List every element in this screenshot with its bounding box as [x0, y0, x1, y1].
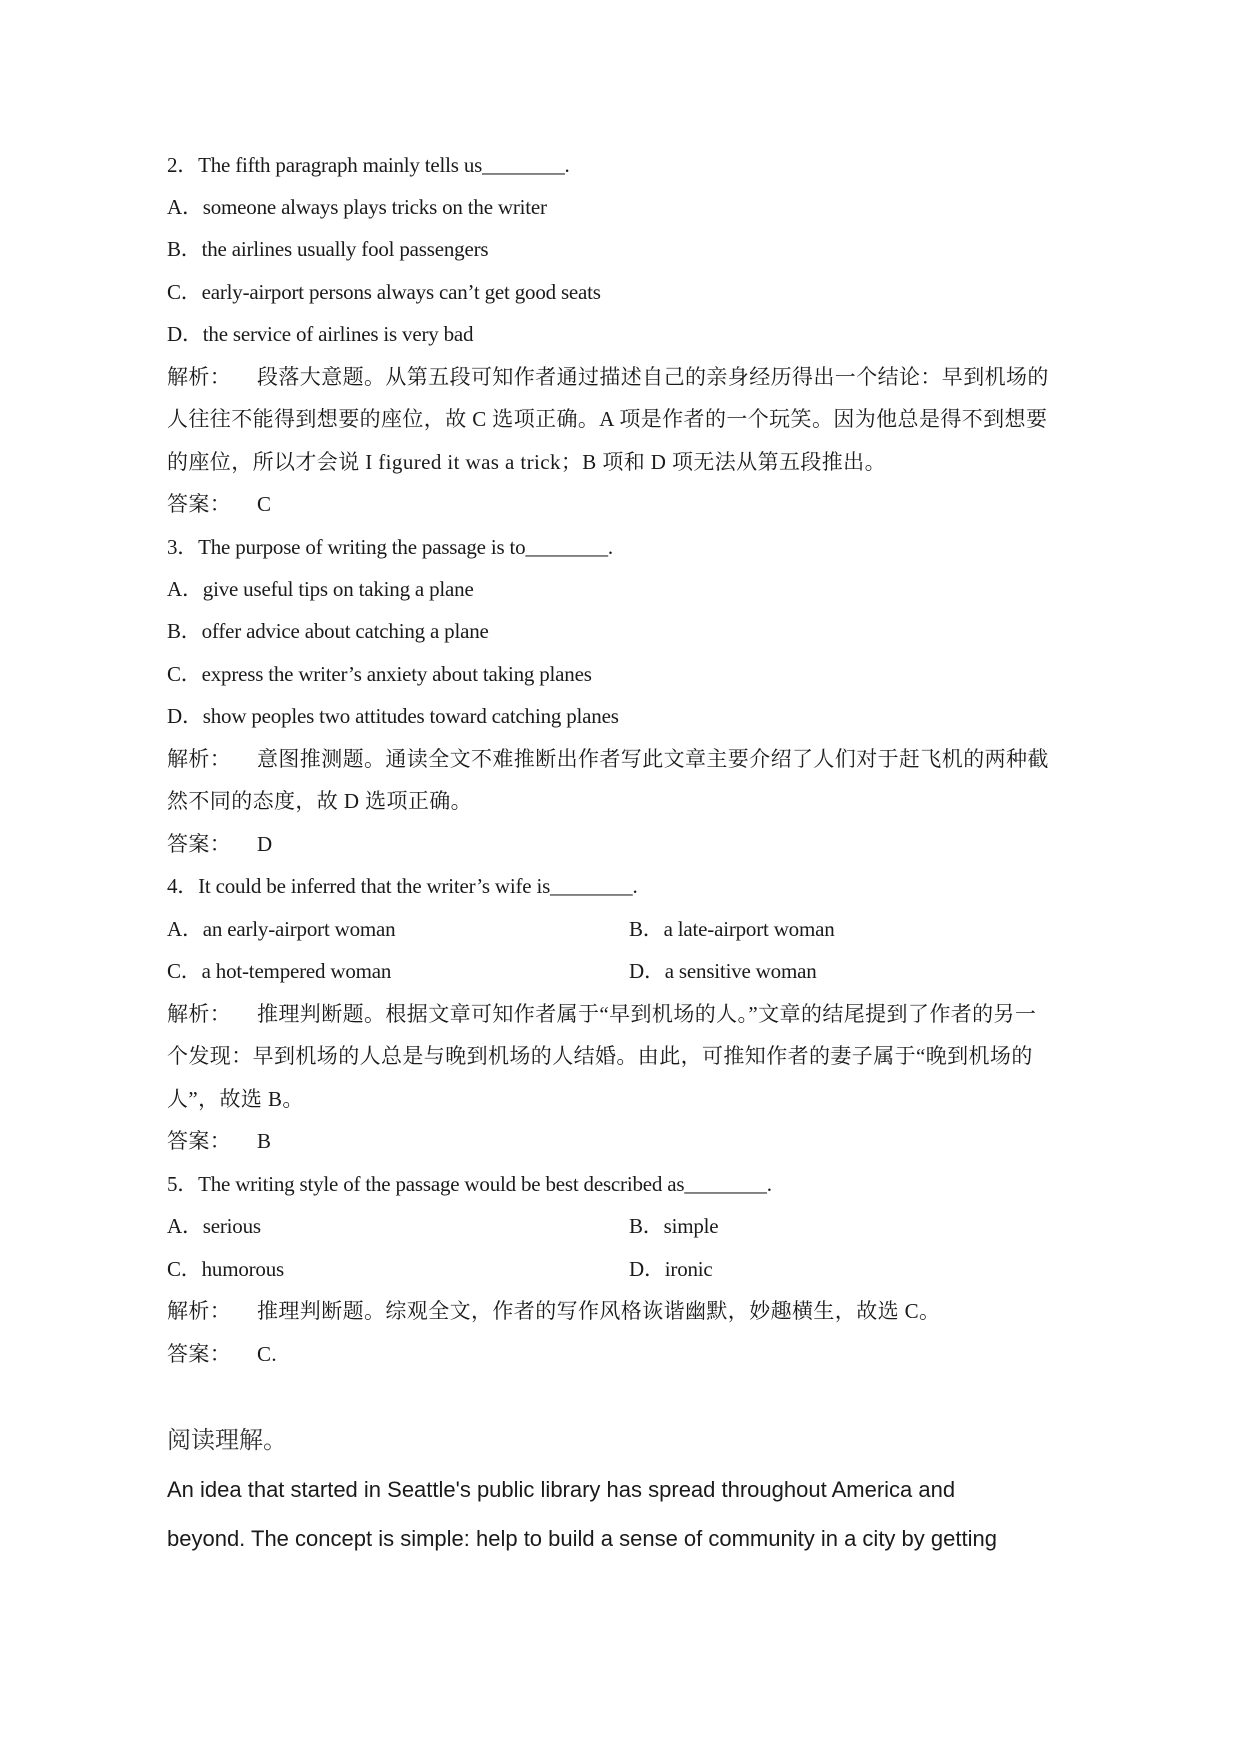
question-4-option-d: D．a sensitive woman [629, 959, 817, 983]
reading-heading: 阅读理解。 [167, 1427, 287, 1454]
question-5-answer [167, 1339, 277, 1369]
question-2-explanation-line-1 [167, 362, 1049, 392]
explanation-label: 解析： [167, 1299, 232, 1323]
answer-value: D [257, 832, 273, 856]
explanation-text: 推理判断题。根据文章可知作者属于“早到机场的人。”文章的结尾提到了作者的另一 [257, 1002, 1037, 1026]
answer-label: 答案： [167, 1342, 232, 1366]
question-2-stem: 2．The fifth paragraph mainly tells us________. [167, 153, 570, 177]
reading-passage-line-2: beyond. The concept is simple: help to build a sense of community in a city by getting [167, 1526, 997, 1551]
explanation-text: 意图推测题。通读全文不难推断出作者写此文章主要介绍了人们对于赶飞机的两种截 [257, 747, 1049, 771]
question-4-answer [167, 1126, 271, 1156]
question-2-explanation-line-3: 的座位，所以才会说 I figured it was a trick；B 项和 D 项无法从第五段推出。 [167, 450, 886, 474]
question-2-explanation-line-2: 人往往不能得到想要的座位，故 C 选项正确。A 项是作者的一个玩笑。因为他总是得不到想要 [167, 407, 1048, 431]
explanation-label: 解析： [167, 365, 232, 389]
question-4-option-b: B．a late-airport woman [629, 917, 835, 941]
question-3-option-b: B．offer advice about catching a plane [167, 619, 489, 643]
explanation-label: 解析： [167, 747, 232, 771]
answer-value: C. [257, 1342, 278, 1366]
question-5-option-a: A．serious [167, 1214, 261, 1238]
reading-passage-line-1: An idea that started in Seattle's public library has spread throughout America and [167, 1477, 956, 1502]
question-4-stem: 4．It could be inferred that the writer’s wife is________. [167, 874, 638, 898]
question-2-option-a: A．someone always plays tricks on the writer [167, 195, 547, 219]
answer-label: 答案： [167, 1129, 232, 1153]
explanation-text: 推理判断题。综观全文，作者的写作风格诙谐幽默，妙趣横生，故选 C。 [257, 1299, 941, 1323]
question-5-stem: 5．The writing style of the passage would be best described as________. [167, 1172, 772, 1196]
question-5-explanation-line-1 [167, 1296, 940, 1326]
question-5-option-c: C．humorous [167, 1257, 285, 1281]
answer-value: C [257, 492, 272, 516]
answer-value: B [257, 1129, 272, 1153]
question-4-explanation-line-2: 个发现：早到机场的人总是与晚到机场的人结婚。由此，可推知作者的妻子属于“晚到机场的 [167, 1044, 1033, 1068]
question-2-option-d: D．the service of airlines is very bad [167, 322, 474, 346]
question-3-option-d: D．show peoples two attitudes toward catching planes [167, 704, 619, 728]
question-4-explanation-line-3: 人”，故选 B。 [167, 1087, 304, 1111]
question-4-option-a: A．an early-airport woman [167, 917, 396, 941]
question-3-option-c: C．express the writer’s anxiety about taking planes [167, 662, 592, 686]
question-3-stem: 3．The purpose of writing the passage is to________. [167, 535, 613, 559]
question-2-option-c: C．early-airport persons always can’t get good seats [167, 280, 601, 304]
question-3-answer [167, 829, 273, 859]
question-3-explanation-line-1 [167, 744, 1049, 774]
question-3-option-a: A．give useful tips on taking a plane [167, 577, 474, 601]
question-5-option-d: D．ironic [629, 1257, 713, 1281]
question-2-option-b: B．the airlines usually fool passengers [167, 237, 489, 261]
question-4-option-c: C．a hot-tempered woman [167, 959, 392, 983]
answer-label: 答案： [167, 832, 232, 856]
question-2-answer [167, 489, 271, 519]
explanation-text: 段落大意题。从第五段可知作者通过描述自己的亲身经历得出一个结论：早到机场的 [257, 365, 1049, 389]
answer-label: 答案： [167, 492, 232, 516]
explanation-label: 解析： [167, 1002, 232, 1026]
question-3-explanation-line-2: 然不同的态度，故 D 选项正确。 [167, 789, 473, 813]
question-5-option-b: B．simple [629, 1214, 719, 1238]
question-4-explanation-line-1 [167, 999, 1036, 1029]
